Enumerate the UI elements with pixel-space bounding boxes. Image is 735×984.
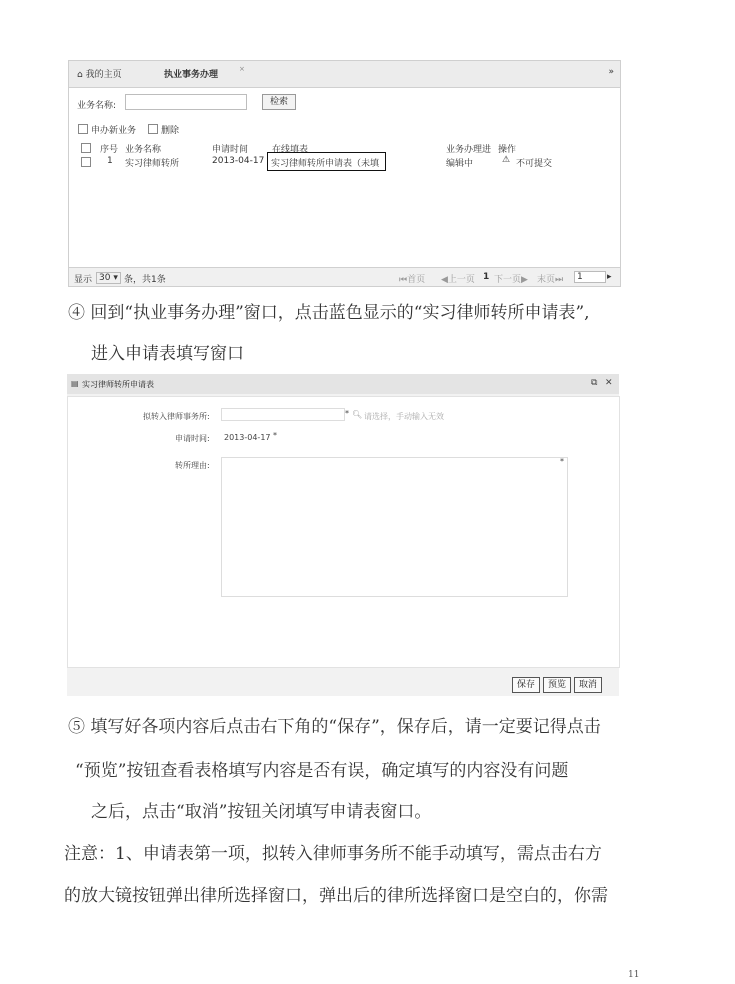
delete-label: 删除 xyxy=(161,126,180,136)
next-page-button[interactable]: 下一页▶ xyxy=(494,275,528,285)
date-value[interactable]: 2013-04-17 xyxy=(224,433,271,442)
row-checkbox[interactable] xyxy=(81,157,91,167)
firm-label: 拟转入律师事务所: xyxy=(143,412,210,421)
step5-line1: ⑤ 填写好各项内容后点击右下角的“保存”，保存后，请一定要记得点击 xyxy=(68,717,601,737)
form-icon: ▤ xyxy=(71,379,79,388)
search-button[interactable]: 检索 xyxy=(262,94,296,110)
note-line2: 的放大镜按钮弹出律所选择窗口，弹出后的律所选择窗口是空白的，你需 xyxy=(64,886,608,906)
close-icon[interactable]: × xyxy=(239,65,245,73)
restore-icon[interactable]: ⧉ xyxy=(591,378,598,388)
col-no: 序号 xyxy=(100,145,119,155)
row-op: 不可提交 xyxy=(516,159,553,169)
tab-bar xyxy=(69,61,620,88)
col-date: 申请时间 xyxy=(212,145,249,155)
last-page-button[interactable]: 末页⏭ xyxy=(537,275,564,285)
collapse-icon[interactable]: » xyxy=(608,67,614,77)
cancel-button[interactable]: 取消 xyxy=(574,677,602,693)
warning-icon: ⚠ xyxy=(502,155,511,165)
required-mark: * xyxy=(345,409,349,418)
delete-icon xyxy=(148,124,158,134)
step5-line2: “预览”按钮查看表格填写内容是否有误，确定填写的内容没有问题 xyxy=(75,761,569,781)
go-arrow-icon[interactable]: ▸ xyxy=(607,272,612,282)
date-required-mark: * xyxy=(273,431,277,440)
step5-line3: 之后，点击“取消”按钮关闭填写申请表窗口。 xyxy=(91,802,432,822)
row-date: 2013-04-17 xyxy=(212,156,265,166)
business-window-screenshot xyxy=(68,60,621,287)
step4-line1: ④ 回到“执业事务办理”窗口，点击蓝色显示的“实习律师转所申请表”, xyxy=(68,303,590,323)
row-status: 编辑中 xyxy=(446,159,474,169)
prev-page-button[interactable]: ◀上一页 xyxy=(441,275,475,285)
reason-textarea[interactable] xyxy=(221,457,568,597)
first-page-button[interactable]: ⏮首页 xyxy=(399,275,426,285)
display-label: 显示 xyxy=(74,275,93,285)
search-label: 业务名称: xyxy=(77,101,117,111)
col-form: 在线填表 xyxy=(272,145,309,155)
home-icon: ⌂ xyxy=(77,70,83,80)
form-link[interactable]: 实习律师转所申请表（未填 xyxy=(271,159,380,169)
application-form-window xyxy=(67,374,619,696)
current-page: 1 xyxy=(483,272,490,282)
col-name: 业务名称 xyxy=(125,145,162,155)
tab-home[interactable]: ⌂ 我的主页 xyxy=(77,70,122,80)
form-panel xyxy=(67,396,620,668)
summary-text: 条，共1条 xyxy=(124,275,166,285)
window-titlebar xyxy=(67,374,619,394)
select-all-checkbox[interactable] xyxy=(81,143,91,153)
new-business-label: 申办新业务 xyxy=(91,126,137,136)
firm-input[interactable] xyxy=(221,408,345,421)
reason-label: 转所理由: xyxy=(175,461,210,470)
business-name-input[interactable] xyxy=(125,94,247,110)
close-icon[interactable]: ✕ xyxy=(605,378,613,388)
save-button[interactable]: 保存 xyxy=(512,677,540,693)
reason-required-mark: * xyxy=(560,457,564,466)
magnifier-icon[interactable]: 🔍︎ xyxy=(352,410,363,419)
row-no: 1 xyxy=(107,156,113,166)
col-status: 业务办理进 xyxy=(446,145,492,155)
pager xyxy=(69,267,620,286)
date-label: 申请时间: xyxy=(175,434,210,443)
page-size-select[interactable]: 30 ▾ xyxy=(96,272,121,284)
goto-page-input[interactable]: 1 xyxy=(574,271,606,283)
tab-business[interactable]: 执业事务办理 xyxy=(164,70,219,80)
col-op: 操作 xyxy=(498,145,517,155)
preview-button[interactable]: 预览 xyxy=(543,677,571,693)
row-name: 实习律师转所 xyxy=(125,159,180,169)
note-line1: 注意：1、申请表第一项，拟转入律师事务所不能手动填写，需点击右方 xyxy=(64,844,602,864)
window-title: 实习律师转所申请表 xyxy=(82,380,154,389)
firm-hint: 请选择，手动输入无效 xyxy=(364,412,444,421)
document-icon xyxy=(78,124,88,134)
page-number: 11 xyxy=(628,970,640,980)
step4-line2: 进入申请表填写窗口 xyxy=(91,344,244,364)
